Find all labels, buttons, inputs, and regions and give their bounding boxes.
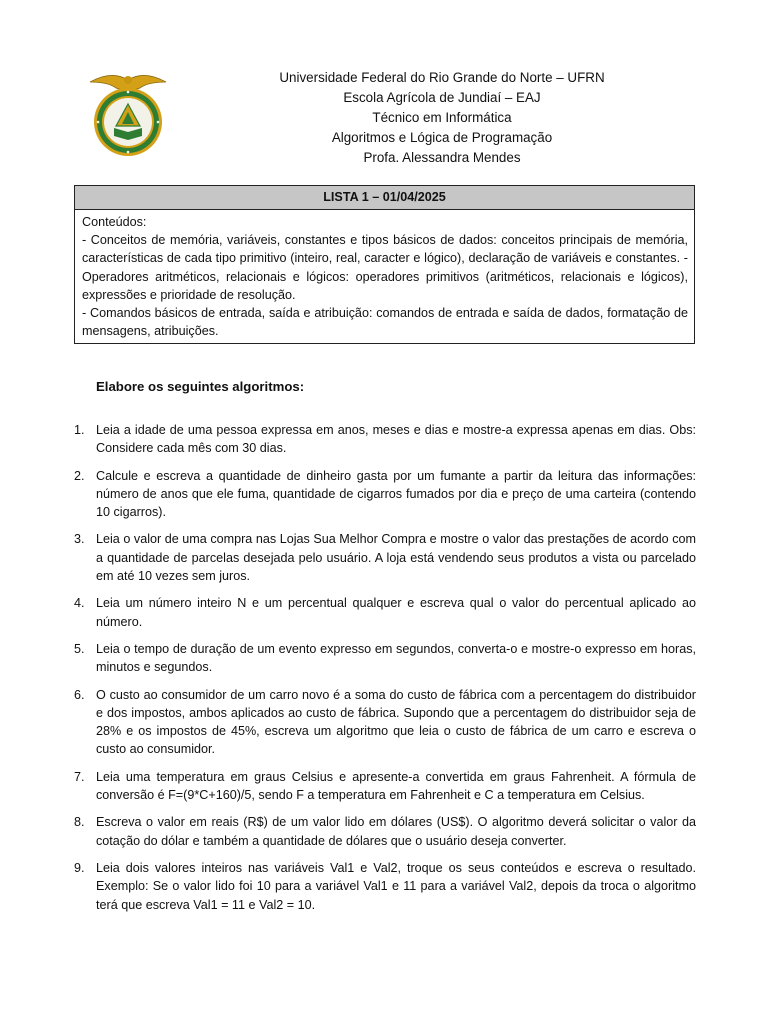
exercise-text: Leia a idade de uma pessoa expressa em anos, meses e dias e mostre-a expressa apenas em dias. Obs: Considere cada mês com 30 dias. [96,423,696,456]
exercise-text: Calcule e escreva a quantidade de dinheiro gasta por um fumante a partir da leitura das informações: número de anos que ele fuma, quantidade de cigarros fumados por dia e preço de uma carteira (contendo 10 cigarros). [96,468,696,520]
exercise-item [74,640,696,677]
contents-paragraph: - Comandos básicos de entrada, saída e atribuição: comandos de entrada e saída de dados, formatação de mensagens, atribuições. [82,306,688,339]
exercise-text: Leia um número inteiro N e um percentual qualquer e escreva qual o valor do percentual aplicado ao número. [96,596,696,629]
institution-header [190,68,694,168]
contents-paragraph: - Conceitos de memória, variáveis, constantes e tipos básicos de dados: conceitos principais de memória, características de cada tipo primitivo (inteiro, real, caracter e lógico), declaração de variáveis e constantes. - Operadores aritméticos, relacionais e lógicos: operadores primitivos (aritméticos, relacionais e lógicos), expressões e prioridade de resolução. [82,233,688,302]
exercise-number: 1. [74,423,85,437]
contents-heading: Conteúdos: [82,215,147,229]
school-name: Escola Agrícola de Jundiaí – EAJ [343,90,541,105]
exercise-item [74,686,696,759]
exercise-item [74,813,696,850]
exercise-item [74,594,696,631]
exercise-number: 7. [74,769,85,784]
exercise-text: O custo ao consumidor de um carro novo é a soma do custo de fábrica com a percentagem do distribuidor e dos impostos, ambos aplicados ao custo de fábrica. Supondo que a percentagem do distribuidor seja de 28% e os impostos de 45%, escreva um algoritmo que leia o custo de fábrica de um carro e escreva o custo ao consumidor. [96,687,696,757]
exercise-list [74,421,696,914]
contents-box [74,185,695,344]
exercise-item [74,467,696,522]
exercise-number: 6. [74,687,85,702]
exercise-item [74,421,696,458]
exercise-number: 8. [74,815,85,830]
course-name: Técnico em Informática [372,110,512,125]
university-name: Universidade Federal do Rio Grande do Norte – UFRN [279,70,605,85]
exercise-number: 4. [74,596,85,611]
exercise-item [74,859,696,914]
exercise-number: 3. [74,532,85,547]
instructions-heading: Elabore os seguintes algoritmos: [96,379,305,394]
exercise-item [74,768,696,805]
exercise-item [74,530,696,585]
exercise-text: Leia uma temperatura em graus Celsius e apresente-a convertida em graus Fahrenheit. A fórmula de conversão é F=(9*C+160)/5, sendo F a temperatura em Fahrenheit e C a temperatura em Celsius. [96,769,696,803]
exercise-text: Leia dois valores inteiros nas variáveis Val1 e Val2, troque os seus conteúdos e escreva o resultado. Exemplo: Se o valor lido foi 10 para a variável Val1 e 11 para a variável Val2, depois da troca o algoritmo terá que escreva Val1 = 11 e Val2 = 10. [96,860,696,912]
subject-name: Algoritmos e Lógica de Programação [331,130,553,145]
exercise-text: Leia o valor de uma compra nas Lojas Sua Melhor Compra e mostre o valor das prestações de acordo com a quantidade de parcelas desejada pelo usuário. A loja está vendendo seus produtos a vista ou parcelado em até 10 vezes sem juros. [96,532,696,584]
exercise-number: 2. [74,468,85,483]
contents-body [75,210,694,343]
university-seal-logo [82,68,174,160]
exercise-text: Escreva o valor em reais (R$) de um valor lido em dólares (US$). O algoritmo deverá solicitar o valor da cotação do dólar e também a quantidade de dólares que o usuário deseja converter. [96,815,696,848]
exercise-number: 5. [74,641,85,656]
exercise-text: Leia o tempo de duração de um evento expresso em segundos, converta-o e mostre-o expresso em horas, minutos e segundos. [96,641,696,675]
list-title: LISTA 1 – 01/04/2025 [75,186,694,210]
professor-name: Profa. Alessandra Mendes [363,150,521,165]
exercise-number: 9. [74,860,85,875]
